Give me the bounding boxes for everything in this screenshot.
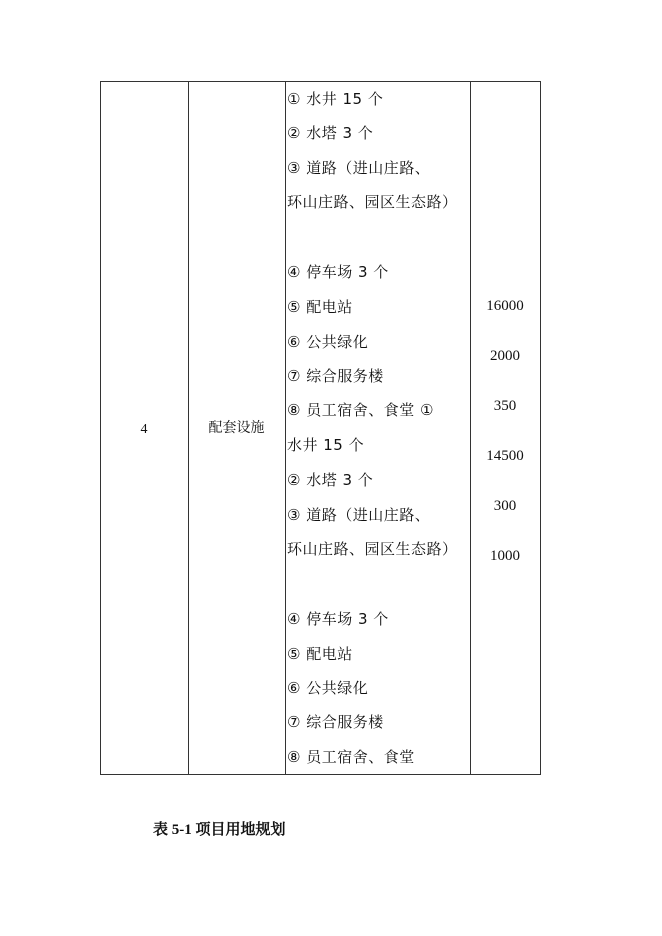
column-divider-2 [285, 81, 286, 775]
item-line: ⑥ 公共绿化 [287, 679, 369, 697]
table-caption: 表 5-1 项目用地规划 [153, 822, 286, 838]
item-line: ② 水塔 3 个 [287, 124, 374, 142]
area-value: 16000 [486, 298, 524, 314]
row-number-cell: 4 [140, 422, 148, 437]
category-cell: 配套设施 [208, 420, 265, 436]
item-line: 环山庄路、园区生态路） [287, 193, 458, 211]
area-value: 1000 [490, 548, 520, 564]
item-line: ⑧ 员工宿舍、食堂 ① [287, 401, 434, 419]
item-line: 环山庄路、园区生态路） [287, 540, 458, 558]
item-line: ③ 道路（进山庄路、 [287, 506, 431, 524]
table-top-border [100, 81, 541, 82]
area-value: 14500 [486, 448, 524, 464]
area-value: 2000 [490, 348, 520, 364]
item-line: 水井 15 个 [287, 436, 365, 454]
area-value: 350 [493, 398, 517, 414]
item-line: ⑥ 公共绿化 [287, 333, 369, 351]
item-line: ⑤ 配电站 [287, 645, 353, 663]
area-value: 300 [493, 498, 517, 514]
column-divider-3 [470, 81, 471, 775]
table-right-border [540, 81, 541, 775]
table-bottom-border [100, 774, 541, 775]
item-line: ⑤ 配电站 [287, 298, 353, 316]
item-line: ④ 停车场 3 个 [287, 610, 389, 628]
item-line: ④ 停车场 3 个 [287, 263, 389, 281]
item-line: ① 水井 15 个 [287, 90, 384, 108]
item-line: ② 水塔 3 个 [287, 471, 374, 489]
item-line: ⑧ 员工宿舍、食堂 [287, 748, 415, 766]
item-line: ⑦ 综合服务楼 [287, 367, 384, 385]
item-line: ③ 道路（进山庄路、 [287, 159, 431, 177]
item-line: ⑦ 综合服务楼 [287, 713, 384, 731]
